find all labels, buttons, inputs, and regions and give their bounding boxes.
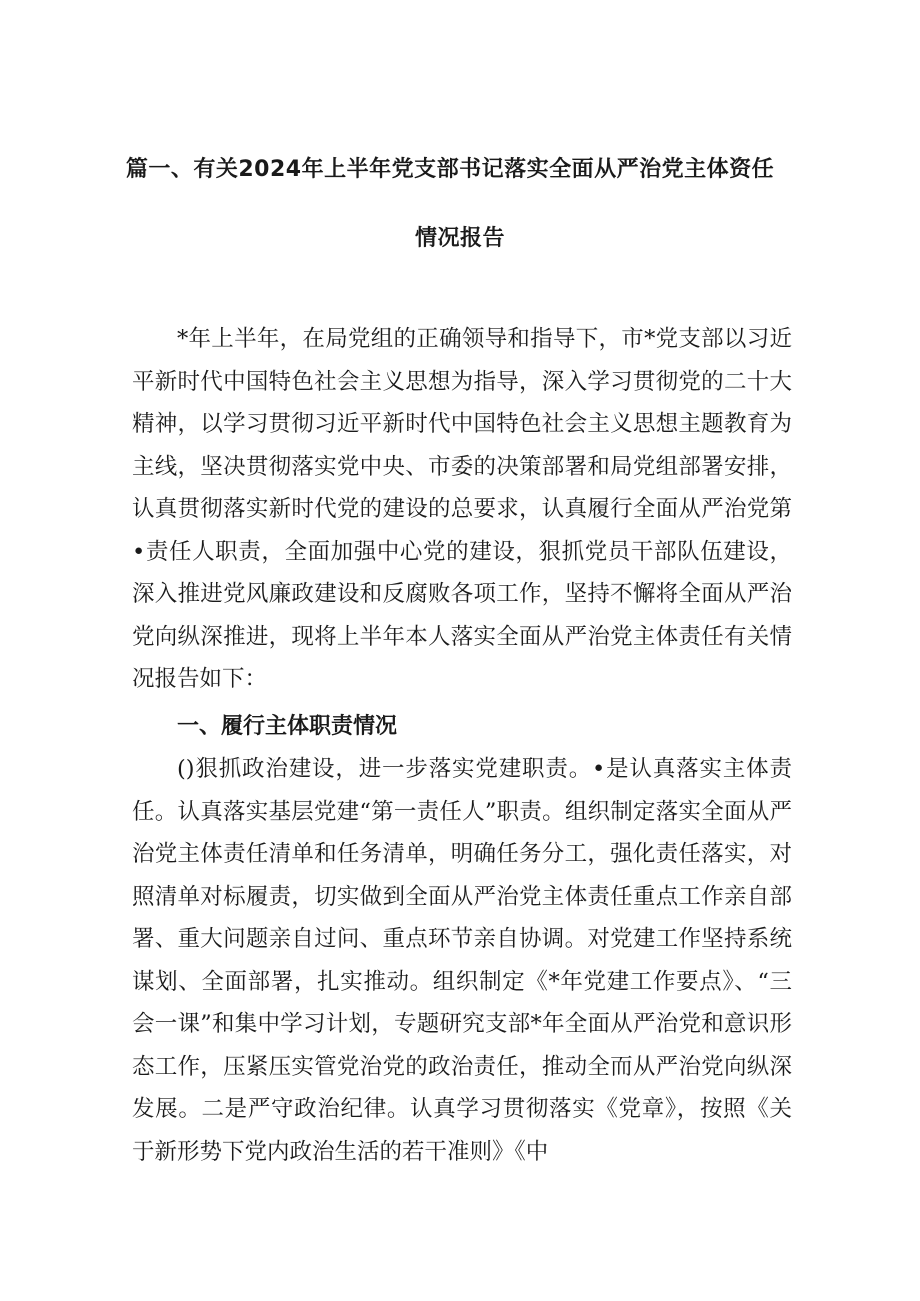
body-paragraph-2: ()狠抓政治建设，进一步落实党建职责。•是认真落实主体责任。认真落实基层党建“第一责任人”职责。组织制定落实全面从严治党主体责任清单和任务清单，明确任务分工，强化责任落实，对照清单对标履责，切实做到全面从严治党主体责任重点工作亲自部署、重大问题亲自过问、重点环节亲自协调。对党建工作坚持系统谋划、全面部署，扎实推动。组织制定《*年党建工作要点》、“三会一课”和集中学习计划，专题研究支部*年全面从严治党和意识形态工作，压紧压实管党治党的政治责任，推动全而从严治党向纵深发展。二是严守政治纪律。认真学习贯彻落实《党章》，按照《关于新形势下党内政治生活的若干准则》《中 <box>132 756 792 1165</box>
body-paragraph-1: *年上半年，在局党组的正确领导和指导下，市*党支部以习近平新时代中国特色社会主义思想为指导，深入学习贯彻党的二十大精神，以学习贯彻习近平新时代中国特色社会主义思想主题教育为主线，坚决贯彻落实党中央、市委的决策部署和局党组部署安排，认真贯彻落实新时代党的建设的总要求，认真履行全面从严治党第•责任人职责，全面加强中心党的建设，狠抓党员干部队伍建设，深入推进党风廉政建设和反腐败各项工作，坚持不懈将全面从严治党向纵深推进，现将上半年本人落实全面从严治党主体责任有关情况报告如下： <box>132 326 792 692</box>
document-title-line-1: 篇一、有关2024年上半年党支部书记落实全面从严治党主体资任 <box>125 157 775 182</box>
document-title-line-2: 情况报告 <box>414 226 505 251</box>
section-heading-1: 一、履行主体职责情况 <box>177 714 398 739</box>
